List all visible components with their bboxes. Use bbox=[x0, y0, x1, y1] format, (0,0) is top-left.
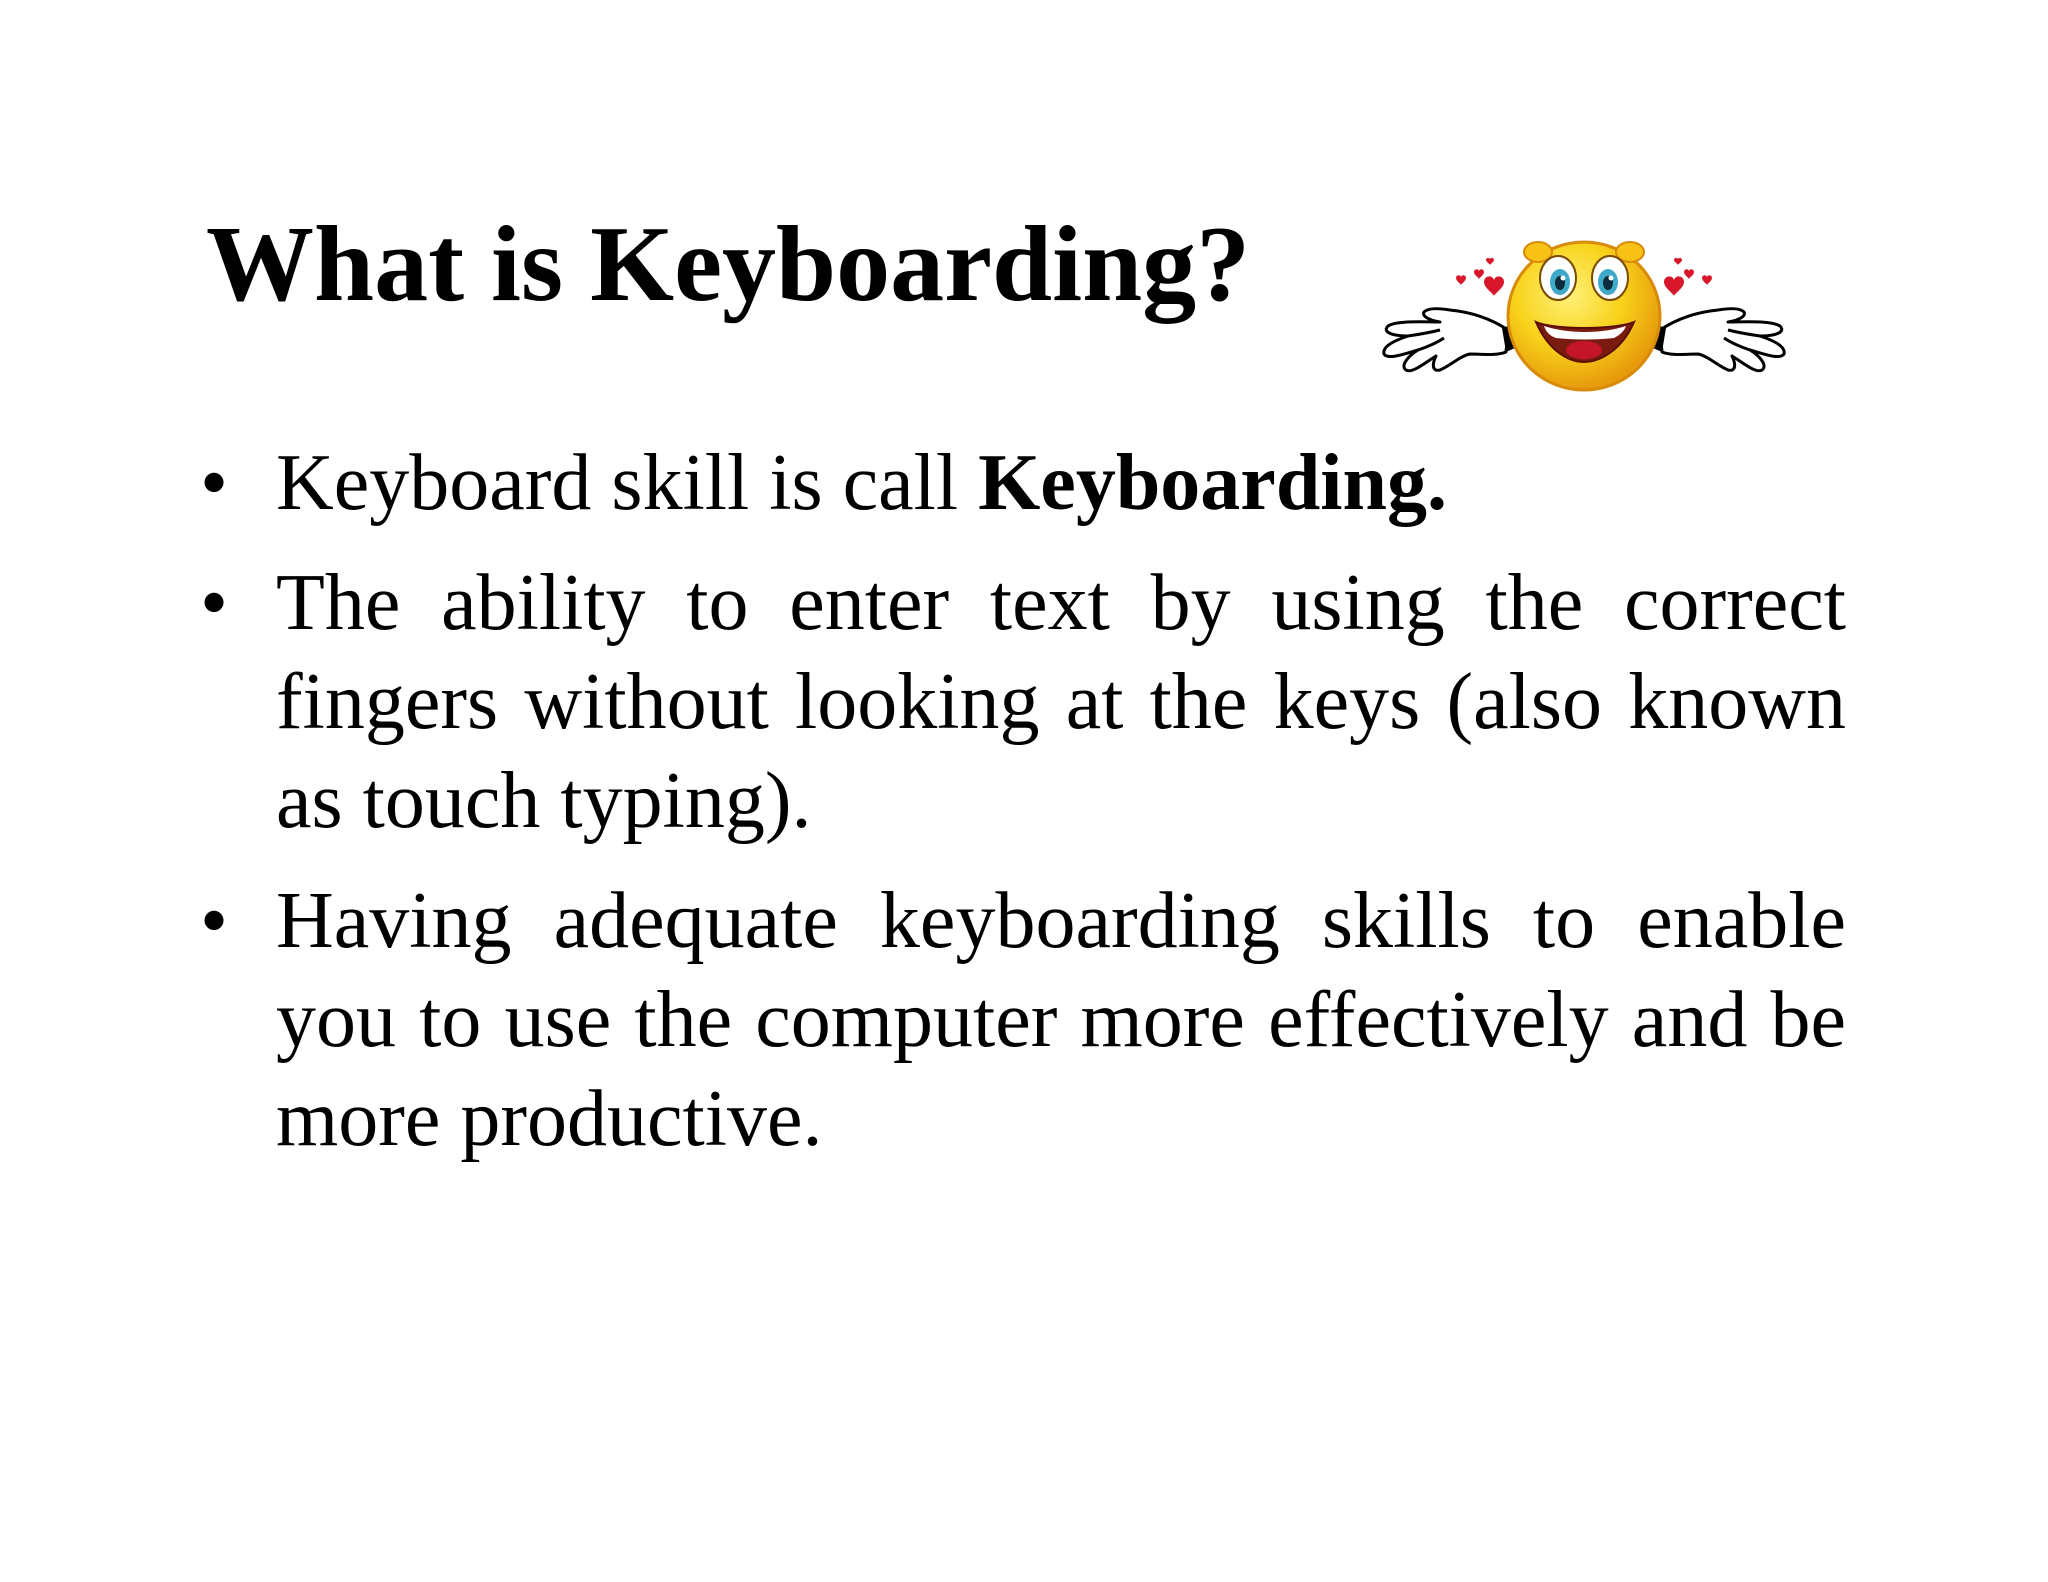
bullet-item-2 bbox=[200, 554, 1846, 851]
bullet-marker: • bbox=[200, 559, 229, 647]
bullet-text: Having adequate keyboarding skills to enable you to use the computer more effectively and be more productive. bbox=[276, 877, 1846, 1163]
bullet-text: The ability to enter text by using the correct fingers without looking at the keys (also known as touch typing). bbox=[276, 559, 1846, 845]
bullet-bold-text: Keyboarding. bbox=[978, 439, 1448, 527]
left-hand bbox=[1384, 309, 1508, 371]
bullet-list bbox=[200, 434, 1846, 1190]
bullet-text: Keyboard skill is call bbox=[276, 439, 979, 527]
right-hand bbox=[1660, 309, 1784, 371]
hearts-left bbox=[1456, 258, 1504, 296]
bullet-item-3 bbox=[200, 872, 1846, 1169]
bullet-marker: • bbox=[200, 877, 229, 965]
face bbox=[1508, 242, 1660, 390]
slide-title: What is Keyboarding? bbox=[206, 205, 1251, 324]
bullet-item-1 bbox=[200, 434, 1846, 533]
hearts-right bbox=[1664, 258, 1712, 296]
bullet-marker: • bbox=[200, 439, 229, 527]
happy-smiley-with-hearts-icon bbox=[1378, 238, 1790, 414]
